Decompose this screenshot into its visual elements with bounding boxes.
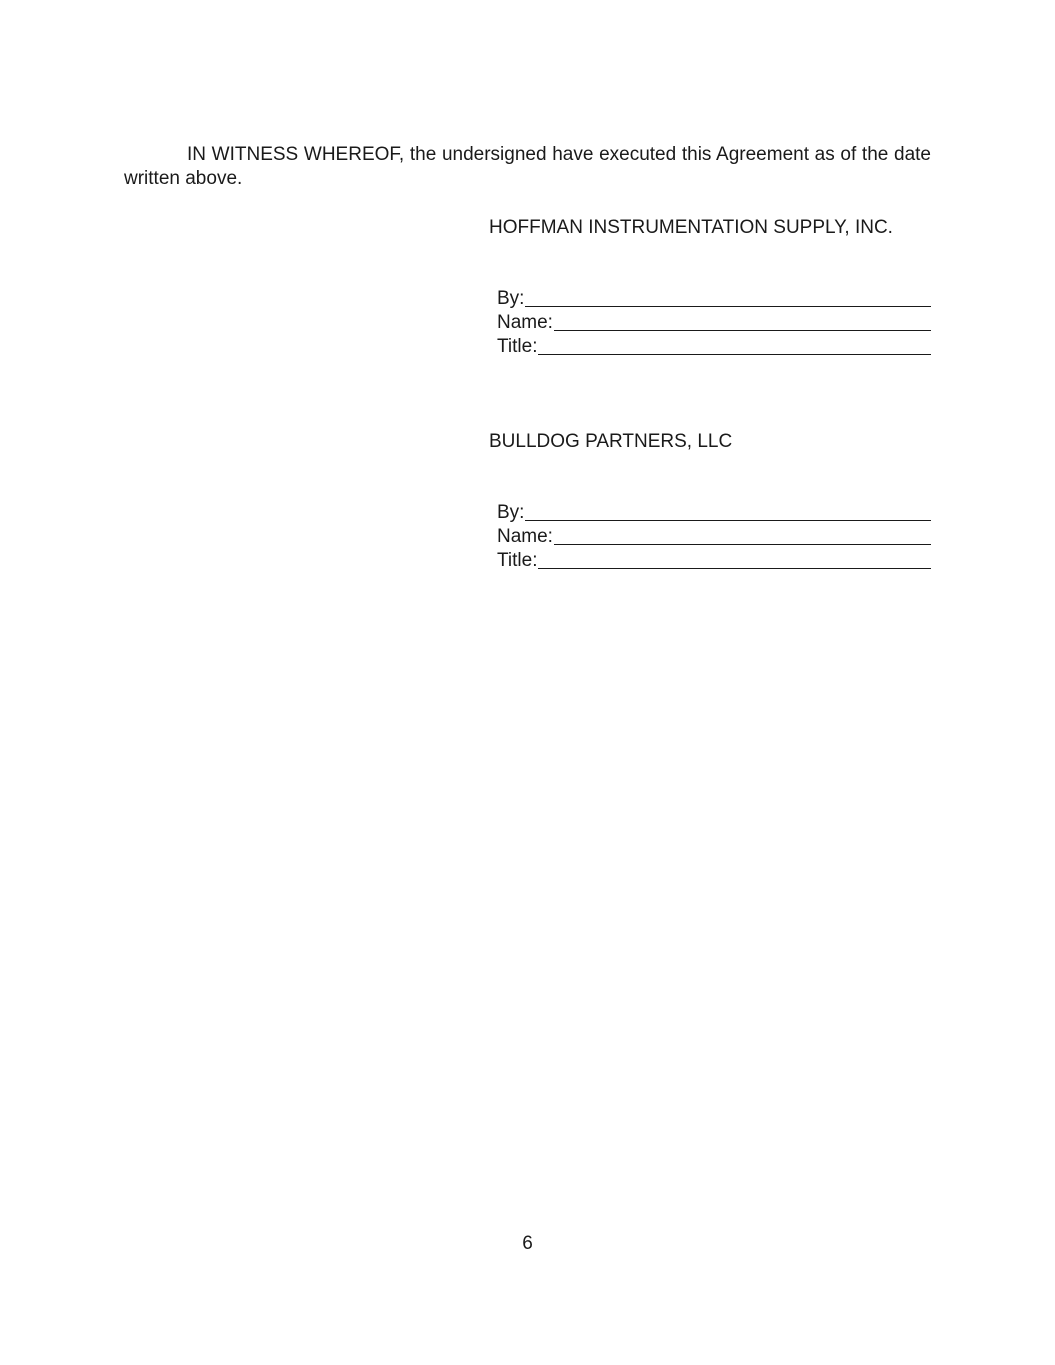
title-line [497, 549, 931, 573]
party-name: BULLDOG PARTNERS, LLC [489, 431, 733, 452]
title-label: Title: [497, 550, 538, 571]
witness-paragraph: IN WITNESS WHEREOF, the undersigned have executed this Agreement as of the date written above. [124, 144, 931, 189]
title-line [497, 335, 931, 359]
by-line [497, 501, 931, 525]
title-label: Title: [497, 336, 538, 357]
by-label: By: [497, 288, 525, 309]
name-signature-line [554, 544, 931, 545]
title-signature-line [538, 568, 931, 569]
signature-block-bulldog [489, 430, 931, 573]
page-number: 6 [522, 1233, 533, 1254]
name-label: Name: [497, 312, 553, 333]
name-label: Name: [497, 526, 553, 547]
party-name: HOFFMAN INSTRUMENTATION SUPPLY, INC. [489, 217, 893, 238]
signature-lines [497, 287, 931, 359]
by-signature-line [525, 306, 931, 307]
name-line [497, 311, 931, 335]
name-signature-line [554, 330, 931, 331]
signature-block-hoffman [489, 216, 931, 359]
by-label: By: [497, 502, 525, 523]
title-signature-line [538, 354, 931, 355]
by-line [497, 287, 931, 311]
by-signature-line [525, 520, 931, 521]
name-line [497, 525, 931, 549]
signature-lines [497, 501, 931, 573]
